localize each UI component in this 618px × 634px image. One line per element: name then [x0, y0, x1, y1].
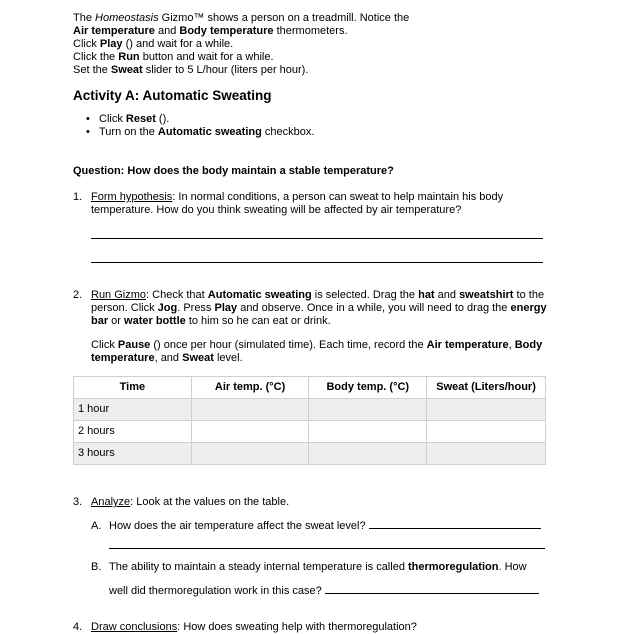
row-time-label: 2 hours	[74, 421, 192, 443]
body-temp-cell[interactable]	[309, 443, 427, 465]
step-text: Turn on the	[99, 126, 158, 138]
activity-steps	[73, 113, 548, 139]
question-label: Form hypothesis	[91, 191, 173, 203]
question-bold: energy bar	[91, 302, 547, 327]
question-4	[73, 621, 548, 634]
step-text: Click	[99, 113, 126, 125]
question-label: Run Gizmo	[91, 289, 147, 301]
intro-text: and	[154, 25, 180, 37]
intro-text: Click	[73, 38, 100, 50]
question-bold: hat	[418, 289, 435, 301]
row-time-label: 3 hours	[74, 443, 192, 465]
question-text: . Press	[177, 302, 215, 314]
step-bold: Reset	[125, 113, 156, 125]
intro-text: Click the	[73, 51, 119, 63]
air-temp-cell[interactable]	[191, 421, 309, 443]
question-1	[73, 191, 548, 263]
answer-line[interactable]	[91, 262, 543, 263]
question-text: to the person. Click	[91, 289, 545, 314]
table-row	[74, 399, 546, 421]
body-temp-cell[interactable]	[309, 421, 427, 443]
intro-text: slider to 5 L/hour (liters per hour).	[142, 64, 309, 76]
intro-bold: Run	[118, 51, 140, 63]
air-temp-cell[interactable]	[191, 443, 309, 465]
question-bold: Air temperature	[426, 339, 509, 351]
table-header-sweat: Sweat (Liters/hour)	[427, 377, 546, 399]
intro-bold: Sweat	[110, 64, 143, 76]
sub-question-text: . How	[498, 561, 527, 573]
step-text: ().	[155, 113, 170, 125]
question-number: 2.	[73, 289, 83, 301]
sub-question-text: well did thermoregulation work in this case?	[109, 585, 322, 597]
question-bold: Body temperature	[91, 339, 543, 364]
table-header-time: Time	[74, 377, 192, 399]
intro-line-3	[73, 38, 548, 51]
question-text: ,	[508, 339, 515, 351]
question-text: , and	[154, 352, 183, 364]
question-text: : Look at the values on the table.	[130, 496, 290, 508]
question-3a-extra-line	[73, 548, 548, 549]
question-2-paragraph-2	[91, 339, 548, 365]
intro-line-2	[73, 25, 548, 38]
question-text: level.	[213, 352, 243, 364]
worksheet-page	[73, 12, 548, 634]
question-3b-line-2	[73, 585, 548, 598]
question-3a	[73, 520, 548, 533]
question-text: or	[108, 315, 125, 327]
question-bold: Pause	[117, 339, 151, 351]
sweat-cell[interactable]	[427, 399, 546, 421]
question-bold: Jog	[157, 302, 178, 314]
intro-bold: Play	[99, 38, 123, 50]
activity-title: Activity A: Automatic Sweating	[73, 88, 272, 103]
table-header-row	[74, 377, 546, 399]
sweat-cell[interactable]	[427, 443, 546, 465]
intro-text: () and wait for a while.	[122, 38, 234, 50]
air-temp-cell[interactable]	[191, 399, 309, 421]
question-3b	[73, 561, 548, 574]
question-bold: water bottle	[124, 315, 186, 327]
gizmo-name: Homeostasis	[95, 12, 159, 24]
sub-question-text: The ability to maintain a steady internal temperature is called	[109, 561, 408, 573]
table-header-air-temp: Air temp. (°C)	[191, 377, 309, 399]
intro-bold: Air temperature	[73, 25, 155, 37]
question-text: and observe. Once in a while, you will need to drag the	[237, 302, 511, 314]
question-text: () once per hour (simulated time). Each time, record the	[150, 339, 427, 351]
question-text: to him so he can eat or drink.	[185, 315, 331, 327]
answer-line[interactable]	[325, 593, 539, 594]
answer-line[interactable]	[109, 548, 545, 549]
intro-text: Gizmo™ shows a person on a treadmill. Notice the	[158, 12, 410, 24]
question-text: : In normal conditions, a person can sweat to help maintain his body temperature. How do you think sweating will be affected by air temperature?	[91, 191, 504, 216]
data-table	[73, 376, 546, 465]
table-row	[74, 443, 546, 465]
intro-text: thermometers.	[273, 25, 348, 37]
question-2	[73, 289, 548, 365]
body-temp-cell[interactable]	[309, 399, 427, 421]
intro-line-1	[73, 12, 548, 25]
question-text: Click	[91, 339, 118, 351]
activity-step-1	[99, 113, 548, 126]
intro-instructions	[73, 12, 548, 77]
question-number: 3.	[73, 496, 83, 508]
question-label: Draw conclusions	[91, 621, 178, 633]
sweat-cell[interactable]	[427, 421, 546, 443]
activity-step-2	[99, 126, 548, 139]
question-bold: Sweat	[182, 352, 214, 364]
question-text: and	[434, 289, 460, 301]
intro-line-4	[73, 51, 548, 64]
question-label: Analyze	[91, 496, 131, 508]
step-text: checkbox.	[261, 126, 315, 138]
intro-text: button and wait for a while.	[139, 51, 274, 63]
sub-question-bold: thermoregulation	[408, 561, 499, 573]
question-bold: sweatshirt	[459, 289, 514, 301]
question-text: : Check that	[146, 289, 208, 301]
intro-line-5	[73, 64, 548, 77]
question-text: : How does sweating help with thermoregulation?	[177, 621, 417, 633]
question-bold: Play	[214, 302, 238, 314]
table-row	[74, 421, 546, 443]
table-header-body-temp: Body temp. (°C)	[309, 377, 427, 399]
question-3	[73, 496, 548, 509]
row-time-label: 1 hour	[74, 399, 192, 421]
answer-line[interactable]	[369, 528, 541, 529]
question-number: 4.	[73, 621, 83, 633]
sub-question-letter: B.	[91, 561, 102, 573]
sub-question-text: How does the air temperature affect the sweat level?	[109, 520, 366, 532]
question-text: is selected. Drag the	[311, 289, 419, 301]
intro-bold: Body temperature	[179, 25, 274, 37]
intro-text: Set the	[73, 64, 111, 76]
question-bold: Automatic sweating	[207, 289, 312, 301]
question-number: 1.	[73, 191, 83, 203]
intro-text: The	[73, 12, 96, 24]
answer-line[interactable]	[91, 238, 543, 239]
main-question: Question: How does the body maintain a stable temperature?	[73, 165, 394, 177]
step-bold: Automatic sweating	[157, 126, 262, 138]
sub-question-letter: A.	[91, 520, 102, 532]
